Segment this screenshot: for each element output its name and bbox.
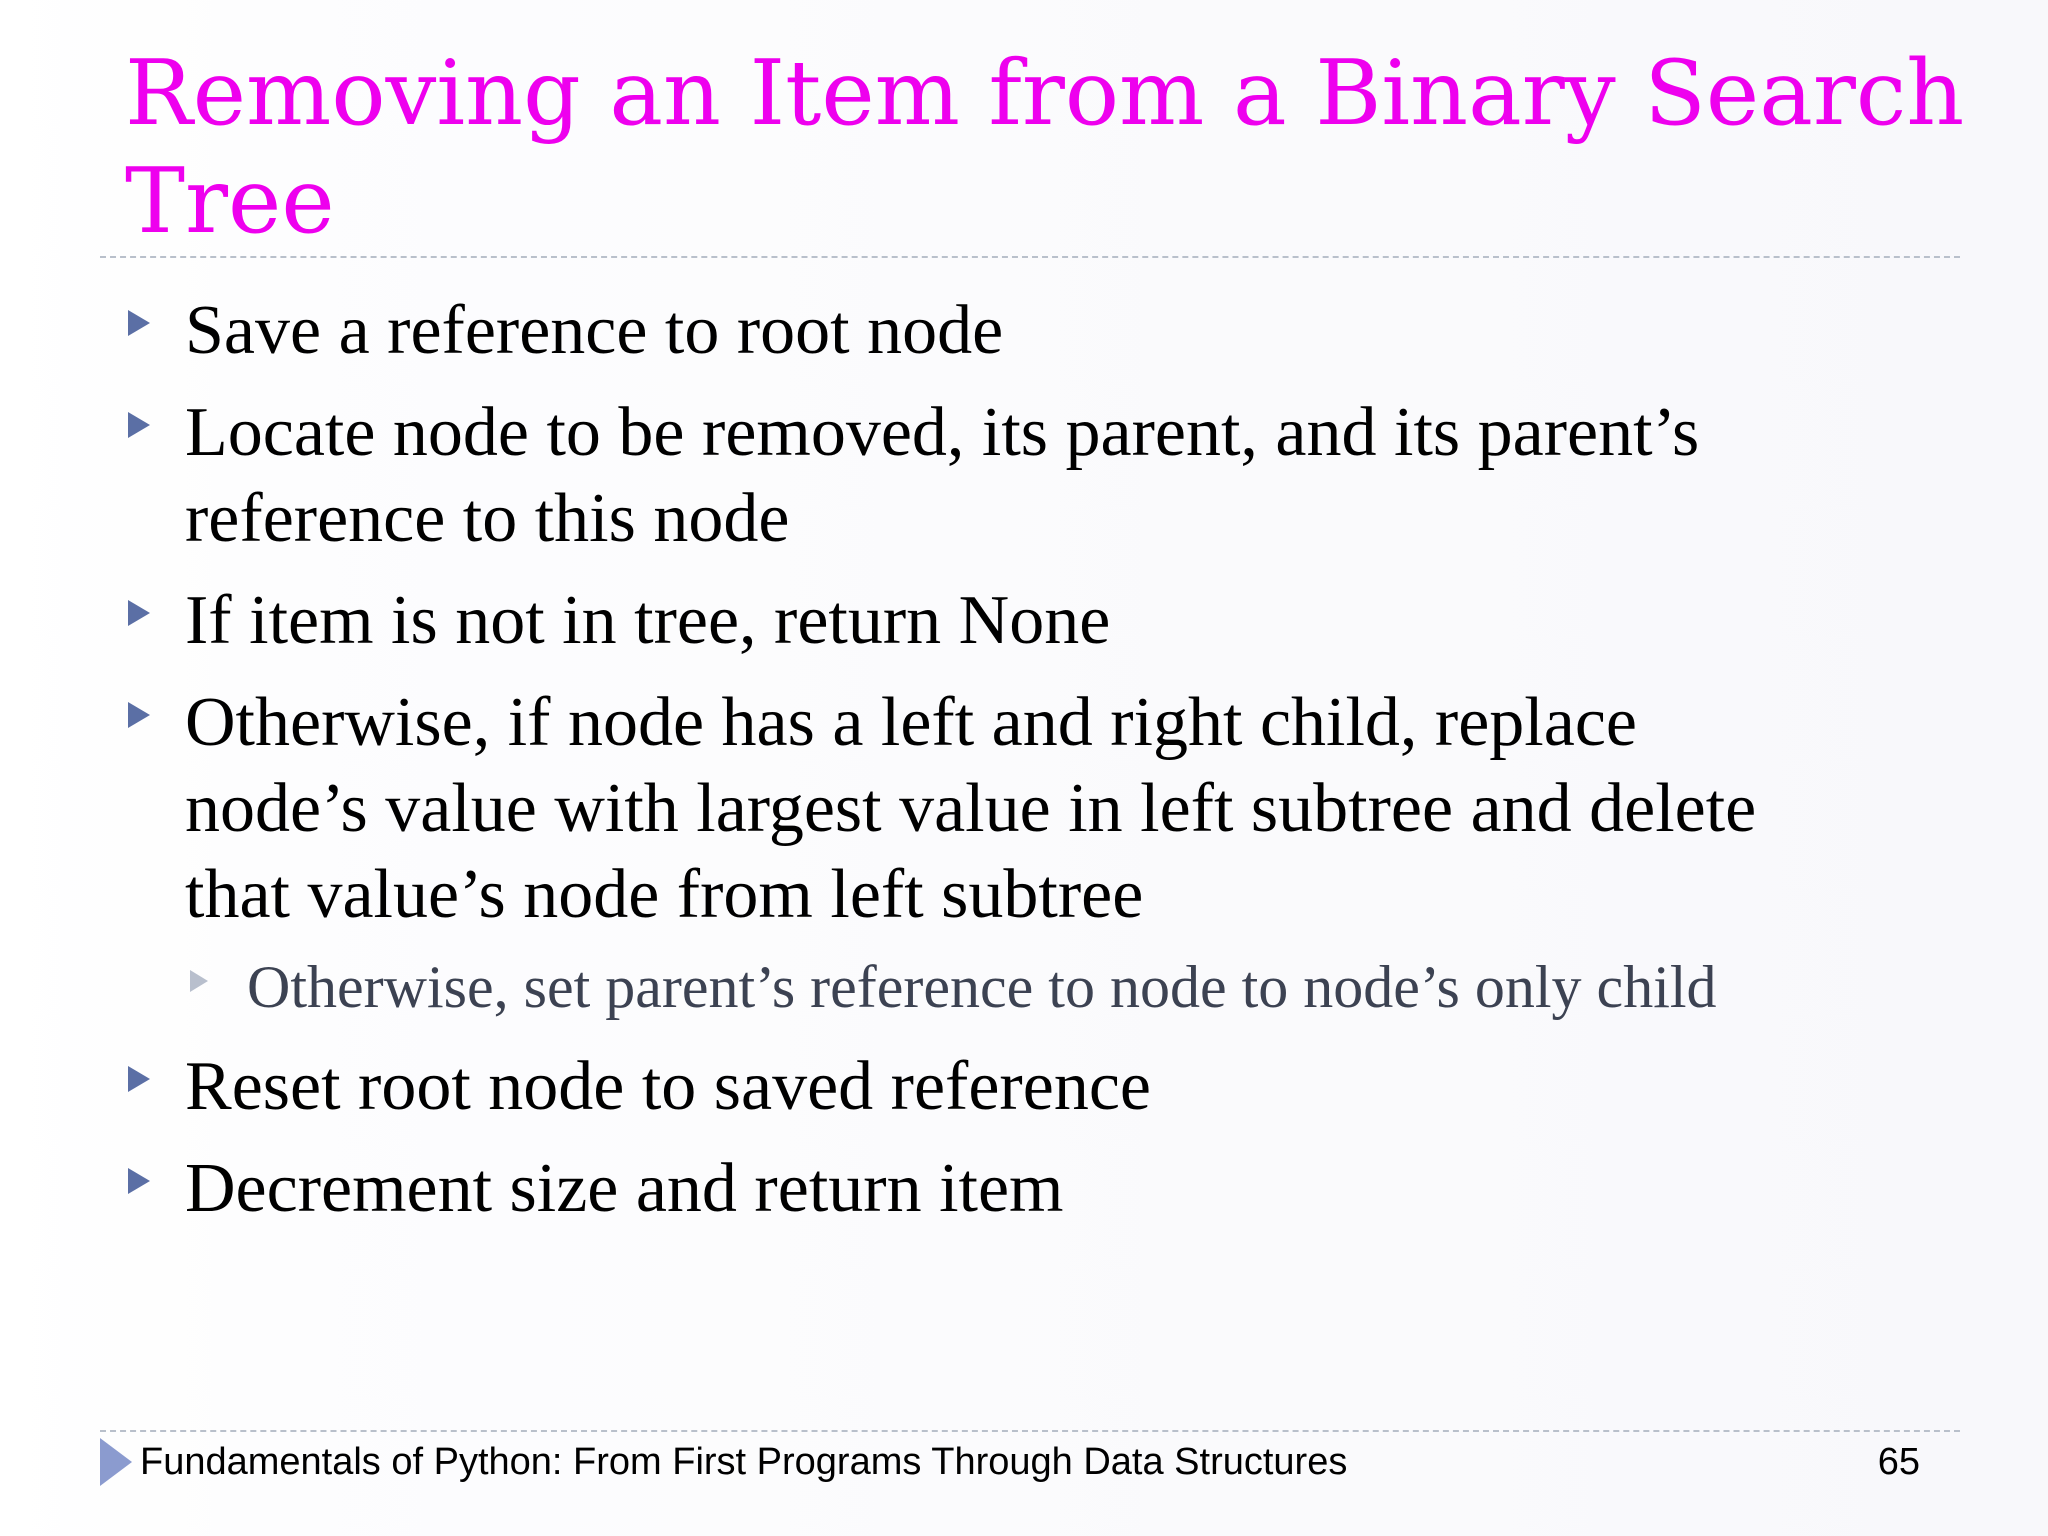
slide-title-line-2: Tree	[125, 149, 335, 254]
bullet-item	[0, 578, 2048, 664]
sub-bullet-triangle-icon	[190, 970, 208, 992]
bullet-item	[0, 288, 2048, 374]
bullet-text: Reset root node to saved reference	[185, 1048, 1151, 1125]
bullet-text: Locate node to be removed, its parent, and its parent’s	[185, 394, 1700, 471]
bullet-triangle-icon	[128, 1066, 150, 1092]
bullet-item	[0, 390, 2048, 562]
footer-book-title: Fundamentals of Python: From First Programs Through Data Structures	[140, 1441, 1348, 1483]
title-divider	[100, 256, 1960, 258]
bullet-list	[0, 288, 2048, 1248]
bullet-triangle-icon	[128, 702, 150, 728]
bullet-triangle-icon	[128, 310, 150, 336]
bullet-text: Save a reference to root node	[185, 292, 1004, 369]
bullet-triangle-icon	[128, 600, 150, 626]
bullet-text: reference to this node	[185, 480, 790, 557]
bullet-item	[0, 1146, 2048, 1232]
bullet-triangle-icon	[128, 1168, 150, 1194]
footer-triangle-icon	[100, 1438, 132, 1486]
bullet-text: node’s value with largest value in left subtree and delete	[185, 770, 1757, 847]
bullet-text: Otherwise, if node has a left and right child, replace	[185, 684, 1637, 761]
bullet-item	[0, 680, 2048, 938]
bullet-item	[0, 1044, 2048, 1130]
footer-divider	[100, 1430, 1960, 1432]
slide-title	[125, 40, 2005, 256]
bullet-text: If item is not in tree, return None	[185, 582, 1111, 659]
page-number: 65	[1877, 1441, 1920, 1483]
sub-bullet-text: Otherwise, set parent’s reference to node to node’s only child	[247, 954, 1717, 1020]
bullet-text: Decrement size and return item	[185, 1150, 1064, 1227]
sub-bullet-item	[0, 950, 2048, 1024]
slide-title-line-1: Removing an Item from a Binary Search	[125, 41, 1965, 146]
bullet-text: that value’s node from left subtree	[185, 856, 1144, 933]
bullet-triangle-icon	[128, 412, 150, 438]
